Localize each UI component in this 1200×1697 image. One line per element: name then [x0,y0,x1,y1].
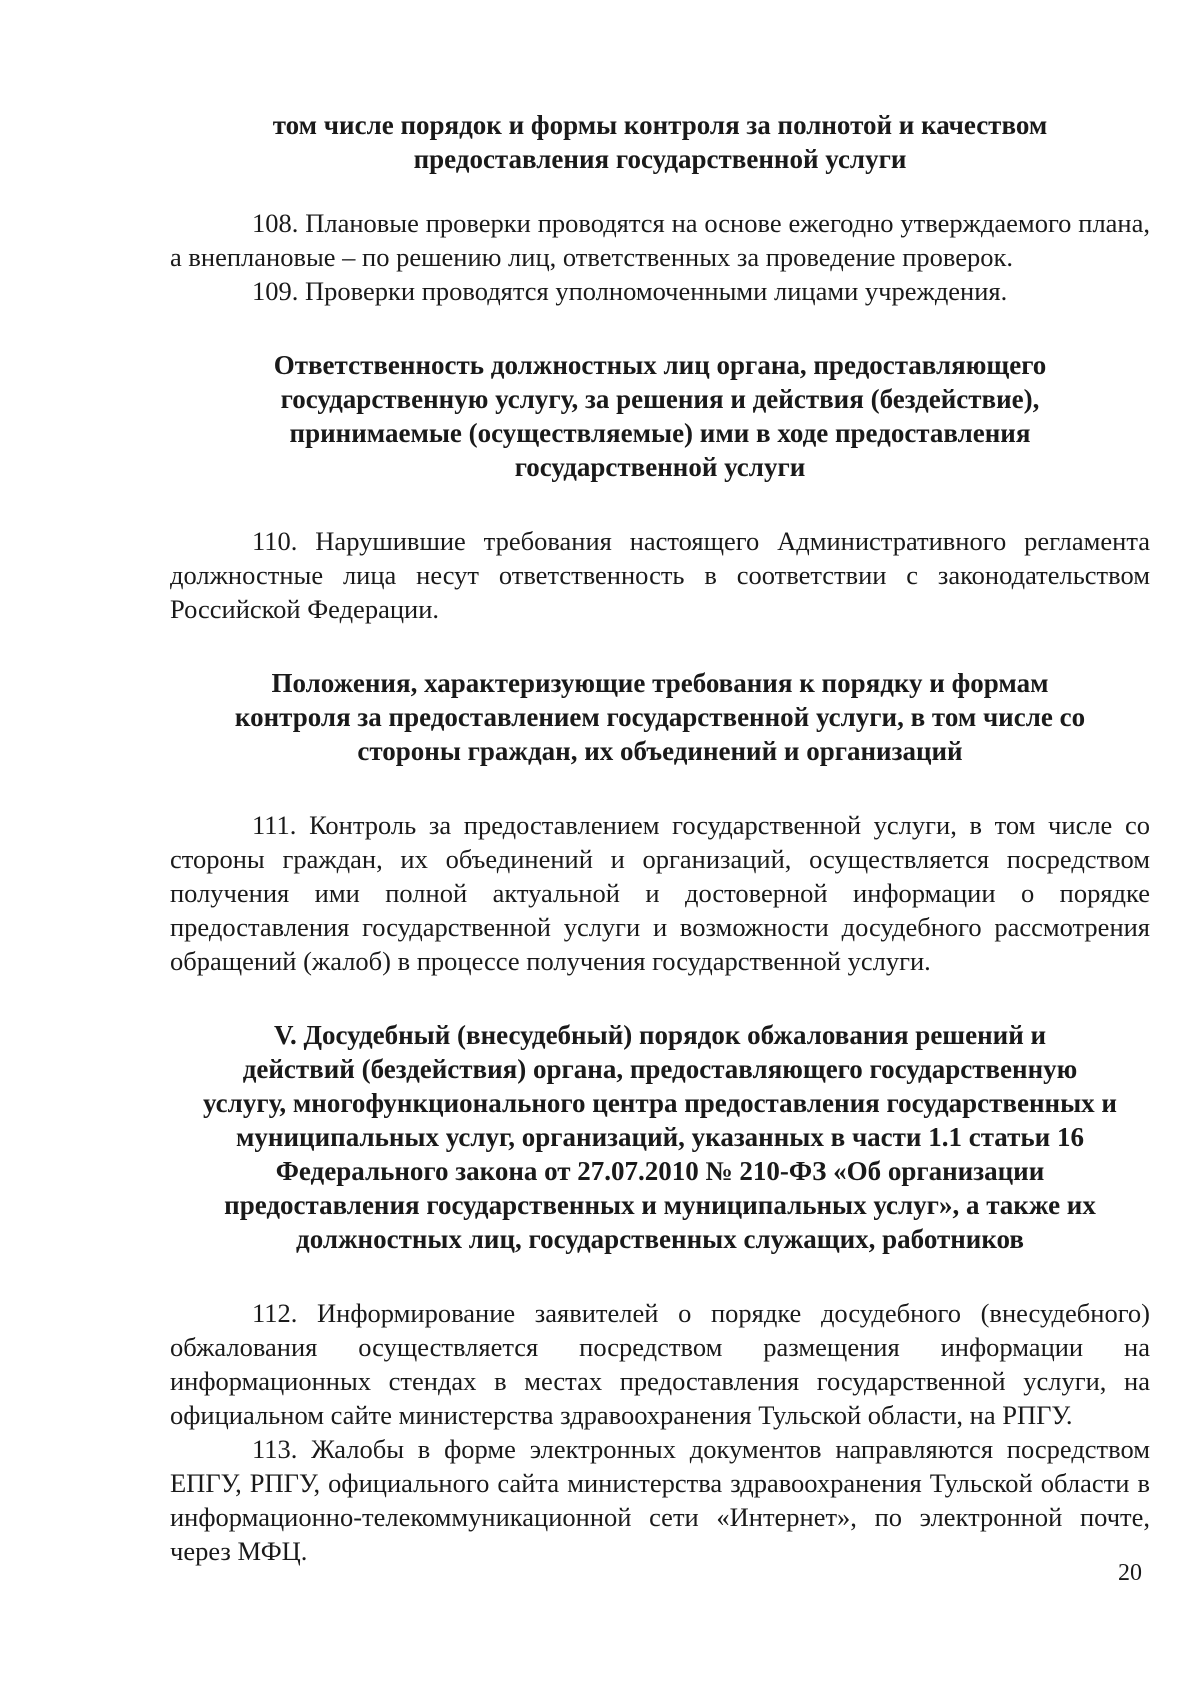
paragraph-110: 110. Нарушившие требования настоящего Административного регламента должностные лица несут ответственность в соответствии с законодательством Российской Федерации. [170,526,1150,624]
paragraph-109: 109. Проверки проводятся уполномоченными лицами учреждения. [252,276,1008,306]
paragraph-112: 112. Информирование заявителей о порядке досудебного (внесудебного) обжалования осуществляется посредством размещения информации на информационных стендах в местах предоставления государственной услуги, на официальном сайте министерства здравоохранения Тульской области, на РПГУ. [170,1298,1150,1430]
heading-line: Положения, характеризующие требования к порядку и формам [271,668,1049,698]
section-heading-control-provisions [170,666,1150,768]
heading-line: государственной услуги [514,452,806,482]
heading-line: контроля за предоставлением государственной услуги, в том числе со [234,702,1086,732]
heading-line: должностных лиц, государственных служащих, работников [296,1224,1024,1254]
heading-line: V. Досудебный (внесудебный) порядок обжалования решений и [273,1020,1047,1050]
section-heading-control-continuation [170,108,1150,176]
heading-line: принимаемые (осуществляемые) ими в ходе предоставления [289,418,1031,448]
section-heading-v-pretrial-appeal [170,1018,1150,1256]
paragraph-111: 111. Контроль за предоставлением государственной услуги, в том числе со стороны граждан, их объединений и организаций, осуществляется посредством получения ими полной актуальной и достоверной информации о порядке предоставления государственной услуги и возможности досудебного рассмотрения обращений (жалоб) в процессе получения государственной услуги. [170,810,1150,976]
page-number: 20 [1118,1560,1142,1586]
heading-line: том числе порядок и формы контроля за полнотой и качеством [272,110,1048,140]
heading-line: стороны граждан, их объединений и организаций [357,736,963,766]
heading-line: услугу, многофункционального центра предоставления государственных и [203,1088,1117,1118]
heading-line: предоставления государственных и муниципальных услуг», а также их [224,1190,1096,1220]
section-heading-responsibility [170,348,1150,484]
heading-line: государственную услугу, за решения и действия (бездействие), [280,384,1040,414]
heading-line: Федерального закона от 27.07.2010 № 210-ФЗ «Об организации [275,1156,1045,1186]
heading-line: муниципальных услуг, организаций, указанных в части 1.1 статьи 16 [236,1122,1084,1152]
heading-line: предоставления государственной услуги [413,144,907,174]
heading-line: действий (бездействия) органа, предоставляющего государственную [242,1054,1078,1084]
paragraph-113: 113. Жалобы в форме электронных документов направляются посредством ЕПГУ, РПГУ, официального сайта министерства здравоохранения Тульской области в информационно-телекоммуникационной сети «Интернет», по электронной почте, через МФЦ. [170,1434,1150,1566]
paragraph-108: 108. Плановые проверки проводятся на основе ежегодно утверждаемого плана, а внеплановые – по решению лиц, ответственных за проведение проверок. [170,208,1150,272]
heading-line: Ответственность должностных лиц органа, предоставляющего [273,350,1047,380]
document-page [170,108,1150,1568]
